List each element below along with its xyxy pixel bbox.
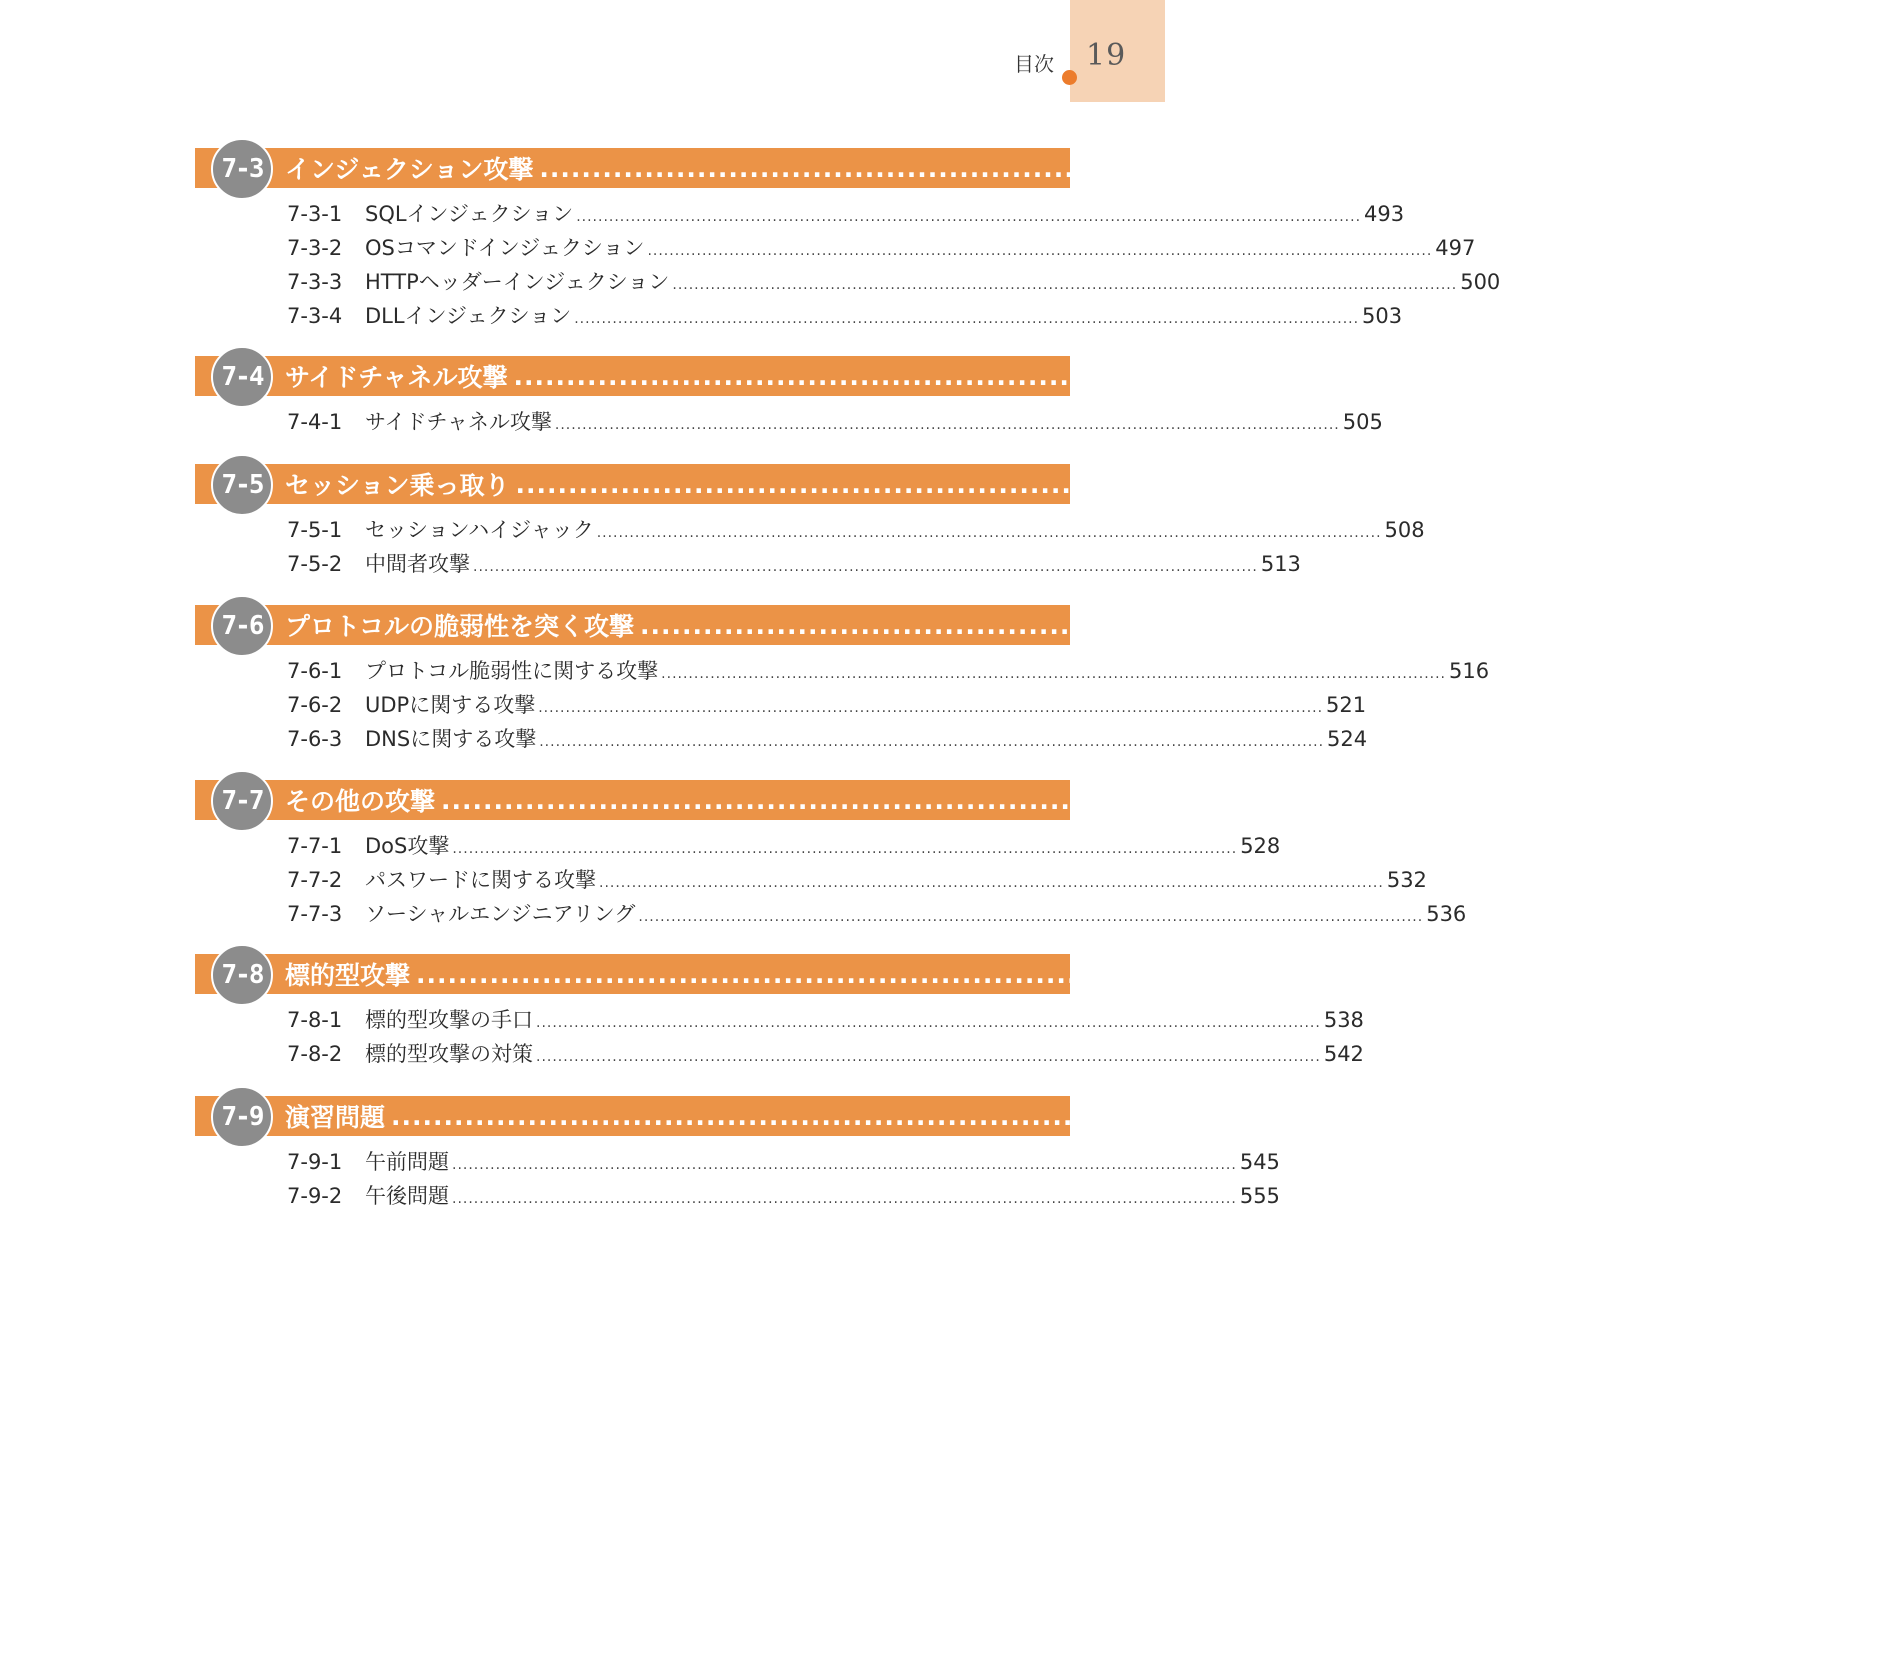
toc-entry[interactable] bbox=[287, 232, 1476, 266]
dot-leader: ................................................................................................................................................ bbox=[452, 1191, 1237, 1207]
entry-title: 午後問題 bbox=[365, 1184, 449, 1208]
entry-page: 508 bbox=[1384, 518, 1425, 542]
section-number-badge: 7-9 bbox=[211, 1086, 273, 1148]
entry-title: 午前問題 bbox=[365, 1150, 449, 1174]
dot-leader: ................................................................................................................................................ bbox=[672, 277, 1458, 293]
entry-page: 500 bbox=[1460, 270, 1501, 294]
entry-page: 555 bbox=[1239, 1184, 1280, 1208]
section-title: その他の攻撃 bbox=[285, 787, 436, 816]
section-page: 545 bbox=[1593, 1100, 1651, 1132]
entry-number: 7-7-2 bbox=[287, 868, 343, 892]
entry-page: 528 bbox=[1240, 834, 1281, 858]
entry-title: DNSに関する攻撃 bbox=[365, 727, 537, 751]
toc-entry[interactable] bbox=[287, 723, 1368, 757]
dot-leader: .................................................................................................................. bbox=[640, 610, 1837, 640]
toc-section bbox=[195, 954, 1676, 1072]
entry-number: 7-3-2 bbox=[287, 236, 343, 260]
entry-page: 524 bbox=[1327, 727, 1368, 751]
entry-number: 7-3-3 bbox=[287, 270, 343, 294]
dot-leader: ................................................................................................................................................ bbox=[596, 525, 1382, 541]
entry-title: 標的型攻撃の対策 bbox=[365, 1042, 533, 1066]
page-number: 19 bbox=[1086, 38, 1127, 73]
entry-title: 標的型攻撃の手口 bbox=[365, 1008, 533, 1032]
entry-title: セッションハイジャック bbox=[365, 518, 594, 542]
toc-entry[interactable] bbox=[287, 300, 1403, 334]
section-bar[interactable] bbox=[195, 356, 1773, 396]
entry-page: 497 bbox=[1435, 236, 1476, 260]
dot-leader: ................................................................................................................................................ bbox=[539, 734, 1325, 750]
toc-section bbox=[195, 1096, 1651, 1214]
entry-number: 7-7-3 bbox=[287, 902, 343, 926]
dot-leader: ................................................................................................................................................ bbox=[538, 700, 1324, 716]
entry-page: 503 bbox=[1362, 304, 1403, 328]
toc-section bbox=[195, 605, 1899, 757]
entry-title: DoS攻撃 bbox=[365, 834, 450, 858]
dot-leader: ................................................................................................................................................ bbox=[536, 1015, 1321, 1031]
entry-title: SQLインジェクション bbox=[365, 202, 574, 226]
toc-entry[interactable] bbox=[287, 198, 1405, 232]
entry-title: 中間者攻撃 bbox=[365, 552, 470, 576]
section-title: セッション乗っ取り bbox=[285, 471, 510, 500]
dot-leader: .................................................................................................................. bbox=[539, 153, 1737, 183]
toc-section bbox=[195, 356, 1773, 440]
section-bar[interactable] bbox=[195, 605, 1899, 645]
toc-entry[interactable] bbox=[287, 1146, 1280, 1180]
toc-entry[interactable] bbox=[287, 548, 1301, 582]
section-number-badge: 7-6 bbox=[211, 595, 273, 657]
toc-entry[interactable] bbox=[287, 1180, 1280, 1214]
dot-leader: .................................................................................................................. bbox=[513, 361, 1711, 391]
tab-dot bbox=[1062, 70, 1077, 85]
dot-leader: ................................................................................................................................................ bbox=[452, 841, 1238, 857]
section-bar[interactable] bbox=[195, 464, 1775, 504]
entry-title: パスワードに関する攻撃 bbox=[365, 868, 596, 892]
entry-page: 542 bbox=[1323, 1042, 1364, 1066]
entry-title: HTTPヘッダーインジェクション bbox=[365, 270, 670, 294]
dot-leader: .................................................................................................................. bbox=[416, 959, 1613, 989]
entry-page: 513 bbox=[1260, 552, 1301, 576]
entry-page: 532 bbox=[1386, 868, 1427, 892]
section-title: サイドチャネル攻撃 bbox=[285, 363, 508, 392]
dot-leader: ................................................................................................................................................ bbox=[536, 1049, 1321, 1065]
section-page: 528 bbox=[1643, 784, 1701, 816]
dot-leader: .................................................................................................................. bbox=[391, 1101, 1588, 1131]
dot-leader: .................................................................................................................. bbox=[515, 469, 1713, 499]
dot-leader: ................................................................................................................................................ bbox=[661, 666, 1446, 682]
section-title: インジェクション攻撃 bbox=[285, 155, 534, 184]
entry-number: 7-7-1 bbox=[287, 834, 343, 858]
toc-entry[interactable] bbox=[287, 406, 1383, 440]
entry-title: OSコマンドインジェクション bbox=[365, 236, 645, 260]
entry-number: 7-8-2 bbox=[287, 1042, 343, 1066]
section-number-badge: 7-5 bbox=[211, 454, 273, 516]
section-page: 505 bbox=[1716, 360, 1773, 392]
entry-title: UDPに関する攻撃 bbox=[365, 693, 536, 717]
entry-number: 7-6-1 bbox=[287, 659, 343, 683]
entry-title: DLLインジェクション bbox=[365, 304, 572, 328]
toc-section bbox=[195, 780, 1701, 932]
section-number-badge: 7-7 bbox=[211, 770, 273, 832]
section-bar[interactable] bbox=[195, 780, 1701, 820]
dot-leader: ................................................................................................................................................ bbox=[574, 311, 1360, 327]
dot-leader: ................................................................................................................................................ bbox=[599, 875, 1384, 891]
section-title: プロトコルの脆弱性を突く攻撃 bbox=[285, 612, 635, 641]
entry-page: 505 bbox=[1342, 410, 1383, 434]
section-bar[interactable] bbox=[195, 954, 1676, 994]
entry-number: 7-9-2 bbox=[287, 1184, 343, 1208]
section-page: 493 bbox=[1742, 152, 1799, 184]
toc-entry[interactable] bbox=[287, 514, 1425, 548]
entry-number: 7-3-1 bbox=[287, 202, 343, 226]
entry-page: 536 bbox=[1426, 902, 1467, 926]
entry-title: サイドチャネル攻撃 bbox=[365, 410, 552, 434]
section-number-badge: 7-4 bbox=[211, 346, 273, 408]
dot-leader: .................................................................................................................. bbox=[441, 785, 1638, 815]
section-number-badge: 7-8 bbox=[211, 944, 273, 1006]
entry-number: 7-5-2 bbox=[287, 552, 343, 576]
toc-section bbox=[195, 464, 1775, 582]
entry-number: 7-8-1 bbox=[287, 1008, 343, 1032]
toc-entry[interactable] bbox=[287, 266, 1501, 300]
toc-entry[interactable] bbox=[287, 689, 1367, 723]
section-number-badge: 7-3 bbox=[211, 138, 273, 200]
entry-title: プロトコル脆弱性に関する攻撃 bbox=[365, 659, 659, 683]
section-title: 演習問題 bbox=[285, 1103, 386, 1132]
toc-label: 目次 bbox=[1014, 52, 1054, 76]
entry-number: 7-6-2 bbox=[287, 693, 343, 717]
dot-leader: ................................................................................................................................................ bbox=[576, 209, 1362, 225]
entry-number: 7-9-1 bbox=[287, 1150, 343, 1174]
entry-number: 7-4-1 bbox=[287, 410, 343, 434]
section-page: 516 bbox=[1842, 609, 1899, 641]
section-bar[interactable] bbox=[195, 148, 1799, 188]
toc-entry[interactable] bbox=[287, 1004, 1364, 1038]
toc-entry[interactable] bbox=[287, 898, 1467, 932]
dot-leader: ................................................................................................................................................ bbox=[473, 559, 1258, 575]
section-bar[interactable] bbox=[195, 1096, 1651, 1136]
dot-leader: ................................................................................................................................................ bbox=[638, 909, 1424, 925]
section-page: 538 bbox=[1618, 958, 1676, 990]
entry-page: 493 bbox=[1364, 202, 1405, 226]
section-page: 508 bbox=[1718, 468, 1775, 500]
dot-leader: ................................................................................................................................................ bbox=[554, 417, 1340, 433]
toc-entry[interactable] bbox=[287, 864, 1427, 898]
entry-page: 545 bbox=[1239, 1150, 1280, 1174]
entry-page: 521 bbox=[1326, 693, 1367, 717]
section-title: 標的型攻撃 bbox=[285, 961, 411, 990]
entry-page: 538 bbox=[1323, 1008, 1364, 1032]
toc-entry[interactable] bbox=[287, 1038, 1364, 1072]
dot-leader: ................................................................................................................................................ bbox=[647, 243, 1433, 259]
toc-entry[interactable] bbox=[287, 655, 1490, 689]
entry-number: 7-5-1 bbox=[287, 518, 343, 542]
entry-number: 7-6-3 bbox=[287, 727, 343, 751]
dot-leader: ................................................................................................................................................ bbox=[452, 1157, 1237, 1173]
entry-number: 7-3-4 bbox=[287, 304, 343, 328]
entry-page: 516 bbox=[1449, 659, 1490, 683]
toc-entry[interactable] bbox=[287, 830, 1281, 864]
toc-section bbox=[195, 148, 1799, 334]
entry-title: ソーシャルエンジニアリング bbox=[365, 902, 636, 926]
